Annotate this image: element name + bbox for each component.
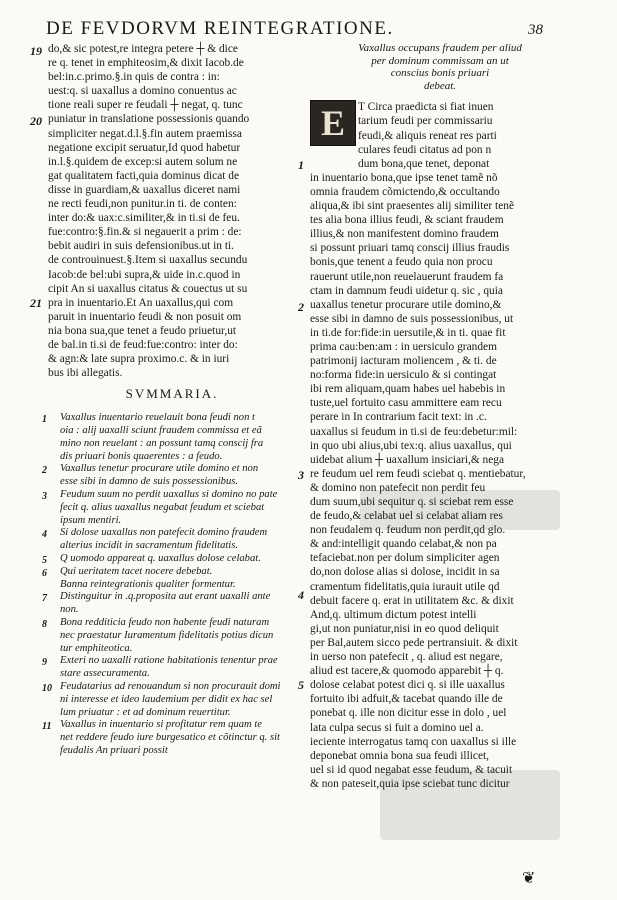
summary-line: Feudatarius ad renouandum si non procurauit domi <box>60 680 281 692</box>
summary-item <box>42 680 296 719</box>
text-line: omnia fraudem cõmictendo,& occultando <box>310 185 500 198</box>
summary-line: feudalis An priuari possit <box>60 744 168 756</box>
text-line: dum suum,ubi sequitur q. si sciebat rem esse <box>310 496 514 508</box>
text-line: de feudo,& celabat uel si celabat aliam res <box>310 510 503 523</box>
summary-item <box>42 655 296 681</box>
text-line: culares feudi citatus ad pon n <box>358 143 492 156</box>
summary-line: Bona redditicia feudo non habente feudi naturam <box>60 617 270 628</box>
text-line: inter do:& uax:c.similiter,& in ti.si de feu. <box>48 212 240 225</box>
text-line: re q. tenet in emphiteosim,& dixit Iacob.de <box>48 57 244 70</box>
summary-line: dis priuari bonis quaerentes : a feudo. <box>60 450 223 462</box>
section-title <box>310 42 570 92</box>
page-header <box>46 18 526 42</box>
folio-number: 38 <box>528 22 543 38</box>
summary-line: Feudum suum no perdit uaxallus si domino no pate <box>60 489 278 501</box>
text-line: in.l.§.quidem de excep:si autem solum ne <box>48 155 238 168</box>
summary-line: fecit q. alius uaxallus negabat feudum et sciebat <box>60 501 265 513</box>
running-title: DE FEVDORVM REINTEGRATIONE. <box>46 18 394 39</box>
left-margin-number: 21 <box>30 296 42 310</box>
summary-item <box>42 565 296 592</box>
text-line: debuit facere q. erat in utilitatem &c. & dixit <box>310 594 514 607</box>
summary-item <box>42 463 296 489</box>
text-line: bus ibi allegatis. <box>48 367 123 380</box>
summary-list <box>42 412 296 758</box>
summary-line: nec praestatur Iuramentum fidelitatis potius dicun <box>60 629 274 641</box>
left-column <box>42 42 296 882</box>
text-line: patrimonij iacturam moliencem , & ti. de <box>310 355 497 368</box>
text-line: tes alia bona illius feudi, & sciant fraudem <box>310 214 504 227</box>
text-line: no:forma fide:in uersiculo & si contingat <box>310 369 497 382</box>
text-line: per Bal,autem sicco pede pertransiuit. & dixit <box>310 636 518 649</box>
text-line: do,& sic potest,re integra petere ┼ & dice <box>48 43 238 55</box>
summary-number: 2 <box>42 465 47 477</box>
right-body-text <box>310 171 570 791</box>
summary-line: tur emphiteotica. <box>60 642 133 654</box>
text-line: bel:in.c.primo.§.in quis de contra : in: <box>48 71 220 84</box>
text-line: aliud est tacere,& quomodo apparebit ┼ q. <box>310 665 504 678</box>
text-line: in inuentario bona,que ipse tenet tamẽ nõ <box>310 171 498 184</box>
text-line: paruit in inuentario feudi & non posuit om <box>48 310 242 323</box>
summary-line: esse sibi in damno de suis possessionibus. <box>60 476 239 488</box>
summary-number: 7 <box>42 593 47 605</box>
text-line: tefaciebat.non per dolum simpliciter agen <box>310 552 500 565</box>
text-line: esse sibi in damno de suis possessionibus, ut <box>310 312 514 325</box>
text-line: & agn:& late supra proximo.c. & in iuri <box>48 353 230 366</box>
text-line: tione reali super re feudali ┼ negat, q. tunc <box>48 99 243 112</box>
summary-line: alterius incidit in sacramentum fidelitatis. <box>60 540 239 552</box>
text-line: puniatur in translatione possessionis quando <box>48 113 250 126</box>
summary-number: 9 <box>42 657 47 669</box>
text-line: ieciente interrogatus tamq con uaxallus si ille <box>310 735 517 748</box>
text-line: uest:q. si uaxallus a domino conuentus ac <box>48 85 237 98</box>
summary-line: mino non reuelant : an possunt tamq conscij fra <box>60 437 264 449</box>
text-line: bonis,que tenent a feudo quia non procu <box>310 256 493 269</box>
summary-line: net reddere feudo iure burgesatico et cõtinctur q. sit <box>60 732 280 744</box>
section-title-line: debeat. <box>423 79 457 92</box>
summary-heading: SVMMARIA. <box>125 386 219 402</box>
section-title-line: per dominum commissam an ut <box>371 54 509 67</box>
decorated-initial-letter: E <box>310 100 356 146</box>
text-line: dum bona,que tenet, deponat <box>358 157 490 170</box>
summary-item <box>42 553 296 567</box>
summary-line: Qui ueritatem tacet nocere debebat. <box>60 565 213 577</box>
text-line: tuste,uel fortuito casu ammittere eam recu <box>310 397 502 410</box>
text-line: si possunt priuari tamq conscij illius fraudis <box>310 242 510 255</box>
text-line: simpliciter negat.d.l.§.fin autem praemissa <box>48 127 242 140</box>
summary-item <box>42 617 296 655</box>
text-line: re feudum uel rem feudi sciebat q. mentiebatur, <box>310 467 526 480</box>
right-margin-number: 1 <box>298 158 304 172</box>
summary-number: 3 <box>42 491 47 503</box>
text-line: & domino non patefecit non perdit feu <box>310 481 486 494</box>
summary-line: Vaxallus inuentario reuelauit bona feudi non t <box>60 412 255 424</box>
summary-line: Q uomodo appareat q. uaxallus dolose celabat. <box>60 553 261 565</box>
text-line: aliqua,& ibi sint praesentes alij similiter tenẽ <box>310 200 515 213</box>
decorated-initial-block <box>310 100 570 170</box>
text-line: dolose celabat potest dici q. si ille uaxallus <box>310 679 505 692</box>
summary-item <box>42 412 296 463</box>
text-line: pra in inuentario.Et An uaxallus,qui com <box>48 296 234 309</box>
text-line: feudi,& aliquis reneat res parti <box>358 129 497 142</box>
summary-line: oia : alij uaxalli sciunt fraudem commissa et eã <box>60 425 262 437</box>
text-line: cipit An si uaxallus citatus & couectus ut su <box>48 282 248 295</box>
summary-number: 1 <box>42 414 47 426</box>
left-body-text <box>48 42 296 380</box>
text-line: perare in In contrarium facit text: in .c. <box>310 411 487 424</box>
text-line: uaxallus si feudum in ti.si de feu:debetur:mil: <box>310 425 518 438</box>
text-line: disse in guardiam,& uaxallus diceret nami <box>48 183 241 196</box>
summary-number: 11 <box>42 721 52 733</box>
text-line: rauerunt utile,non reuelauerunt fraudem fa <box>310 270 504 283</box>
right-column <box>310 42 570 882</box>
ornament-icon: ❦ <box>522 870 536 887</box>
text-line: in uerso non patefecit , q. aliud est negare, <box>310 651 503 664</box>
section-title-line: Vaxallus occupans fraudem per aliud <box>358 42 522 54</box>
text-line: ponebat q. ille non dicitur esse in dolo , uel <box>310 707 507 720</box>
ink-smudge <box>380 770 560 840</box>
text-line: & non pateseit,quia ipse sciebat tunc dicitur <box>310 777 510 790</box>
text-line: uel si id quod negabat esse feudum, & tacuit <box>310 763 513 776</box>
text-line: do,non dolose alias si dolose, incidit in sa <box>310 566 500 579</box>
text-line: gi,ut non puniatur,nisi in eo quod deliquit <box>310 622 499 635</box>
left-margin-number: 20 <box>30 114 42 128</box>
summary-line: Banna reintegrationis qualiter formentur. <box>60 578 236 590</box>
text-line: ctam in damnum feudi uidetur q. sic , quia <box>310 284 503 297</box>
text-line: uidebat alium ┼ uaxallum insiciari,& nega <box>310 453 505 466</box>
summary-line: non. <box>60 604 79 616</box>
summary-line: Distinguitur in .q.proposita aut erant uaxalli ante <box>60 591 271 603</box>
right-margin-number: 4 <box>298 588 304 602</box>
text-line: Iacob:de bel:ubi supra,& uide in.c.quod in <box>48 268 241 281</box>
text-line: in quo ubi alius,ubi tex:q. alius uaxallus, qui <box>310 439 512 452</box>
summary-item <box>42 527 296 553</box>
right-margin-number: 5 <box>298 678 304 692</box>
summary-line: Si dolose uaxallus non patefecit domino fraudem <box>60 527 268 539</box>
text-line: T Circa praedicta si fiat inuen <box>358 101 494 114</box>
text-line: de controuinuest.§.Item si uaxallus secundu <box>48 254 248 267</box>
text-line: deponebat omnia bona sua feudi illicet, <box>310 749 490 762</box>
summary-number: 5 <box>42 555 47 567</box>
summary-number: 10 <box>42 682 52 694</box>
summary-item <box>42 719 296 757</box>
summary-line: Exteri no uaxalli ratione habitationis tenentur prae <box>60 655 278 667</box>
summary-number: 6 <box>42 567 47 579</box>
right-margin-number: 3 <box>298 468 304 482</box>
text-line: uaxallus tenetur procurare utile domino,& <box>310 298 502 311</box>
summary-number: 4 <box>42 529 47 541</box>
text-line: de bal.in ti.si de feud:fue:contro: inter do: <box>48 338 238 351</box>
left-margin-number: 19 <box>30 44 42 58</box>
summary-line: Vaxallus in inuentario si profitatur rem quam te <box>60 719 262 731</box>
text-line: fue:contro:§.fin.& si negauerit a prim : de: <box>48 226 242 239</box>
text-line: cramentum fidelitatis,quia iurauit utile qd <box>310 580 500 593</box>
summary-line: lum priuatur : et ad dominum reuertitur. <box>60 706 231 718</box>
summary-line: stare assecuramenta. <box>60 668 150 680</box>
text-line: lata culpa secus si fuit a domino uel a. <box>310 721 484 734</box>
text-line: prima cau:ben:am : in uersiculo grandem <box>310 340 497 353</box>
text-line: in ti.de for:fide:in uersutile,& in ti. quae fit <box>310 326 506 339</box>
summary-item <box>42 591 296 617</box>
summary-line: ni interesse et ideo laudemium per didit ex hac sel <box>60 693 273 705</box>
summary-line: Vaxallus tenetur procurare utile domino et non <box>60 463 259 475</box>
text-line: fortuito ibi adfuit,& tacebat quando ille de <box>310 693 503 706</box>
summary-number: 8 <box>42 619 47 630</box>
text-line: bebit audiri in suis defensionibus.ut in ti. <box>48 240 235 253</box>
text-line: tarium feudi per commissariu <box>358 115 493 128</box>
ink-smudge <box>360 490 560 530</box>
text-line: nia bona sua,que tenet a feudo priuetur,ut <box>48 324 237 337</box>
section-title-line: conscius bonis priuari <box>390 67 490 80</box>
text-line: gat qualitatem facti,quia dominus dicat de <box>48 169 240 182</box>
summary-line: ipsum mentiri. <box>60 514 122 526</box>
text-line: negatione excipit seruatur,Id quod habetur <box>48 141 241 154</box>
text-line: And,q. ultimum dictum potest intelli <box>310 608 477 621</box>
text-line: non feudalem q. feudum non perdit,qd glo. <box>310 524 506 537</box>
text-line: illius,& non manifestent domino fraudem <box>310 228 499 241</box>
text-line: & and:intelligit quando celabat,& non pa <box>310 538 497 551</box>
text-line: ne recti feudi,non punitur.in ti. de conten: <box>48 198 237 211</box>
right-margin-number: 2 <box>298 300 304 314</box>
summary-item <box>42 489 296 527</box>
text-line: ibi rem aliquam,quam habes uel habebis in <box>310 383 506 396</box>
